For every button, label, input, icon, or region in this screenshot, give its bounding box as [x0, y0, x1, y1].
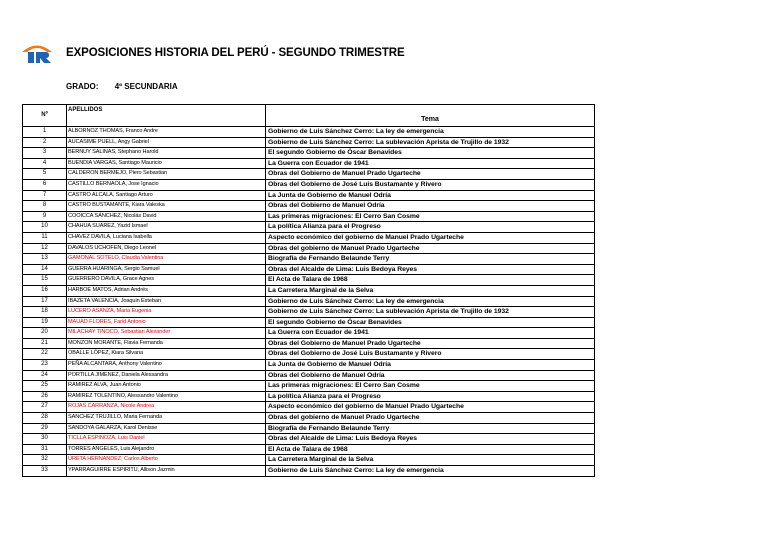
- student-name: COOICCA SÁNCHEZ, Nicolás David: [67, 211, 266, 222]
- exposition-topic: La Carretera Marginal de la Selva: [266, 285, 595, 296]
- student-name: RAMIREZ ALVA, Juan Antonio: [67, 381, 266, 392]
- student-name: CHAHUA SUAREZ, Yazid Ismael: [67, 222, 266, 233]
- exposition-topic: Obras del gobierno de Manuel Prado Ugarteche: [266, 243, 595, 254]
- table-row: [23, 243, 595, 254]
- exposition-topic: Aspecto económico del gobierno de Manuel Prado Ugarteche: [266, 402, 595, 413]
- exposition-topic: Gobierno de Luis Sánchez Cerro: La sublevación Aprista de Trujillo de 1932: [266, 137, 595, 148]
- student-name: HARBOE MATOS, Adrian Andrés: [67, 285, 266, 296]
- table-row: [23, 307, 595, 318]
- table-row: [23, 381, 595, 392]
- table-row: [23, 444, 595, 455]
- row-number: 24: [23, 370, 67, 381]
- table-row: [23, 466, 595, 477]
- student-name: YPARRAGUIRRE ESPIRITU, Allison Jazmin: [67, 466, 266, 477]
- table-row: [23, 434, 595, 445]
- student-name: PEÑA ALCANTARA, Anthony Valentino: [67, 360, 266, 371]
- row-number: 5: [23, 169, 67, 180]
- table-row: [23, 148, 595, 159]
- exposition-topic: El segundo Gobierno de Óscar Benavides: [266, 317, 595, 328]
- row-number: 18: [23, 307, 67, 318]
- row-number: 10: [23, 222, 67, 233]
- row-number: 15: [23, 275, 67, 286]
- row-number: 6: [23, 179, 67, 190]
- exposition-topic: Gobierno de Luis Sánchez Cerro: La ley de emergencia: [266, 466, 595, 477]
- student-name: GAMONAL SOTELO, Claudia Valentina: [67, 254, 266, 265]
- exposition-topic: Gobierno de Luis Sánchez Cerro: La ley de emergencia: [266, 296, 595, 307]
- student-name: MONZON MORANTE, Flavia Fernanda: [67, 338, 266, 349]
- exposition-topic: La Junta de Gobierno de Manuel Odría: [266, 190, 595, 201]
- table-row: [23, 423, 595, 434]
- exposition-topic: Obras del Gobierno de José Luis Bustamante y Rivero: [266, 179, 595, 190]
- student-name: CASTILLO BERNAOLA, Jose Ignacio: [67, 179, 266, 190]
- exposition-topic: La Guerra con Ecuador de 1941: [266, 158, 595, 169]
- row-number: 1: [23, 127, 67, 138]
- student-name: SANDOYA GALARZA, Karol Denisse: [67, 423, 266, 434]
- table-row: [23, 275, 595, 286]
- row-number: 8: [23, 201, 67, 212]
- exposition-topic: Obras del Gobierno de Manuel Prado Ugarteche: [266, 169, 595, 180]
- table-row: [23, 158, 595, 169]
- header-surnames: APELLIDOS: [67, 105, 266, 127]
- student-name: CHAVEZ DAVILA, Luciana Isabella: [67, 232, 266, 243]
- table-row: [23, 413, 595, 424]
- table-row: [23, 338, 595, 349]
- table-row: [23, 285, 595, 296]
- student-name: CASTRO ALCALA, Santiago Arturo: [67, 190, 266, 201]
- table-row: [23, 264, 595, 275]
- table-row: [23, 296, 595, 307]
- row-number: 11: [23, 232, 67, 243]
- row-number: 33: [23, 466, 67, 477]
- row-number: 23: [23, 360, 67, 371]
- table-row: [23, 127, 595, 138]
- student-name: AUCASIME PUELL, Angy Gabriel: [67, 137, 266, 148]
- student-name: CALDERON BERMEJO, Piero Sebastian: [67, 169, 266, 180]
- table-row: [23, 254, 595, 265]
- row-number: 31: [23, 444, 67, 455]
- row-number: 12: [23, 243, 67, 254]
- student-name: BUENDIA VARGAS, Santiago Mauricio: [67, 158, 266, 169]
- row-number: 7: [23, 190, 67, 201]
- row-number: 32: [23, 455, 67, 466]
- row-number: 14: [23, 264, 67, 275]
- header-number: Nº: [23, 105, 67, 127]
- table-row: [23, 211, 595, 222]
- row-number: 20: [23, 328, 67, 339]
- row-number: 30: [23, 434, 67, 445]
- row-number: 21: [23, 338, 67, 349]
- row-number: 9: [23, 211, 67, 222]
- exposition-topic: Obras del Alcalde de Lima: Luis Bedoya Reyes: [266, 264, 595, 275]
- table-row: [23, 402, 595, 413]
- exposition-topic: La política Alianza para el Progreso: [266, 391, 595, 402]
- student-name: TICLLA ESPINOZA, Luis Daniel: [67, 434, 266, 445]
- student-name: CASTRO BUSTAMANTE, Kiara Valeska: [67, 201, 266, 212]
- table-row: [23, 137, 595, 148]
- table-row: [23, 169, 595, 180]
- student-name: DAVALOS UCHOFEN, Diego Leonel: [67, 243, 266, 254]
- exposition-topic: Aspecto económico del gobierno de Manuel Prado Ugarteche: [266, 232, 595, 243]
- student-name: GUERRERO DAVILA, Grace Agnes: [67, 275, 266, 286]
- student-name: MAUAD FLORES, Farid Antonio: [67, 317, 266, 328]
- student-name: LUCERO ASANZA, Maria Eugenia: [67, 307, 266, 318]
- exposition-topic: La Junta de Gobierno de Manuel Odría: [266, 360, 595, 371]
- student-name: GUERRA HUARINGA, Sergio Samuel: [67, 264, 266, 275]
- school-logo-icon: [20, 38, 54, 64]
- exposition-topic: La Carretera Marginal de la Selva: [266, 455, 595, 466]
- student-name: ROJAS CARRANZA, Nicole Andrea: [67, 402, 266, 413]
- student-name: SANCHEZ TRUJILLO, Maria Fernanda: [67, 413, 266, 424]
- row-number: 19: [23, 317, 67, 328]
- row-number: 4: [23, 158, 67, 169]
- student-name: URETA HERNANDEZ, Carlos Alberto: [67, 455, 266, 466]
- exposition-topic: Obras del Gobierno de José Luis Bustamante y Rivero: [266, 349, 595, 360]
- grade-line: [66, 82, 178, 91]
- row-number: 29: [23, 423, 67, 434]
- exposition-topic: La política Alianza para el Progreso: [266, 222, 595, 233]
- exposition-topic: Obras del Alcalde de Lima: Luis Bedoya Reyes: [266, 434, 595, 445]
- page-title: EXPOSICIONES HISTORIA DEL PERÚ - SEGUNDO TRIMESTRE: [66, 47, 405, 59]
- student-name: RAMIREZ TOLENTINO, Alessandro Valentino: [67, 391, 266, 402]
- exposition-topic: La Guerra con Ecuador de 1941: [266, 328, 595, 339]
- table-header-row: [23, 105, 595, 127]
- exposition-table: [22, 104, 595, 477]
- row-number: 17: [23, 296, 67, 307]
- student-name: TORRES ANGELES, Luis Alejandro: [67, 444, 266, 455]
- row-number: 16: [23, 285, 67, 296]
- exposition-topic: Gobierno de Luis Sánchez Cerro: La sublevación Aprista de Trujillo de 1932: [266, 307, 595, 318]
- grade-value: 4º SECUNDARIA: [114, 82, 178, 91]
- table-row: [23, 455, 595, 466]
- exposition-topic: El Acta de Talara de 1968: [266, 444, 595, 455]
- row-number: 25: [23, 381, 67, 392]
- exposition-topic: El Acta de Talara de 1968: [266, 275, 595, 286]
- table-row: [23, 232, 595, 243]
- table-row: [23, 317, 595, 328]
- table-row: [23, 201, 595, 212]
- row-number: 28: [23, 413, 67, 424]
- row-number: 13: [23, 254, 67, 265]
- exposition-topic: Biografía de Fernando Belaunde Terry: [266, 423, 595, 434]
- table-row: [23, 360, 595, 371]
- table-row: [23, 349, 595, 360]
- student-name: IBAZETA VALENCIA, Joaquin Esteban: [67, 296, 266, 307]
- exposition-topic: Obras del Gobierno de Manuel Prado Ugarteche: [266, 338, 595, 349]
- student-name: ALBORNOZ THOMAS, Franco Andre: [67, 127, 266, 138]
- exposition-topic: Las primeras migraciones: El Cerro San Cosme: [266, 381, 595, 392]
- table-row: [23, 370, 595, 381]
- exposition-topic: Biografía de Fernando Belaunde Terry: [266, 254, 595, 265]
- student-name: MILACHAY TINOCO, Sebastian Alexander: [67, 328, 266, 339]
- exposition-topic: Obras del Gobierno de Manuel Odría: [266, 201, 595, 212]
- table-row: [23, 179, 595, 190]
- table-row: [23, 328, 595, 339]
- exposition-topic: Gobierno de Luis Sánchez Cerro: La ley de emergencia: [266, 127, 595, 138]
- table-row: [23, 391, 595, 402]
- exposition-topic: Obras del gobierno de Manuel Prado Ugarteche: [266, 413, 595, 424]
- exposition-topic: Las primeras migraciones: El Cerro San Cosme: [266, 211, 595, 222]
- student-name: BERNUY SALINAS, Stephano Harold: [67, 148, 266, 159]
- row-number: 22: [23, 349, 67, 360]
- student-name: PORTILLA JIMENEZ, Daniela Alessandra: [67, 370, 266, 381]
- grade-label: GRADO:: [66, 82, 99, 91]
- table-row: [23, 222, 595, 233]
- exposition-topic: Obras del Gobierno de Manuel Odría: [266, 370, 595, 381]
- table-row: [23, 190, 595, 201]
- header-topic: Tema: [266, 105, 595, 127]
- row-number: 26: [23, 391, 67, 402]
- row-number: 2: [23, 137, 67, 148]
- student-name: OBALLE LÓPEZ, Kiara Silvana: [67, 349, 266, 360]
- exposition-topic: El segundo Gobierno de Óscar Benavides: [266, 148, 595, 159]
- row-number: 27: [23, 402, 67, 413]
- row-number: 3: [23, 148, 67, 159]
